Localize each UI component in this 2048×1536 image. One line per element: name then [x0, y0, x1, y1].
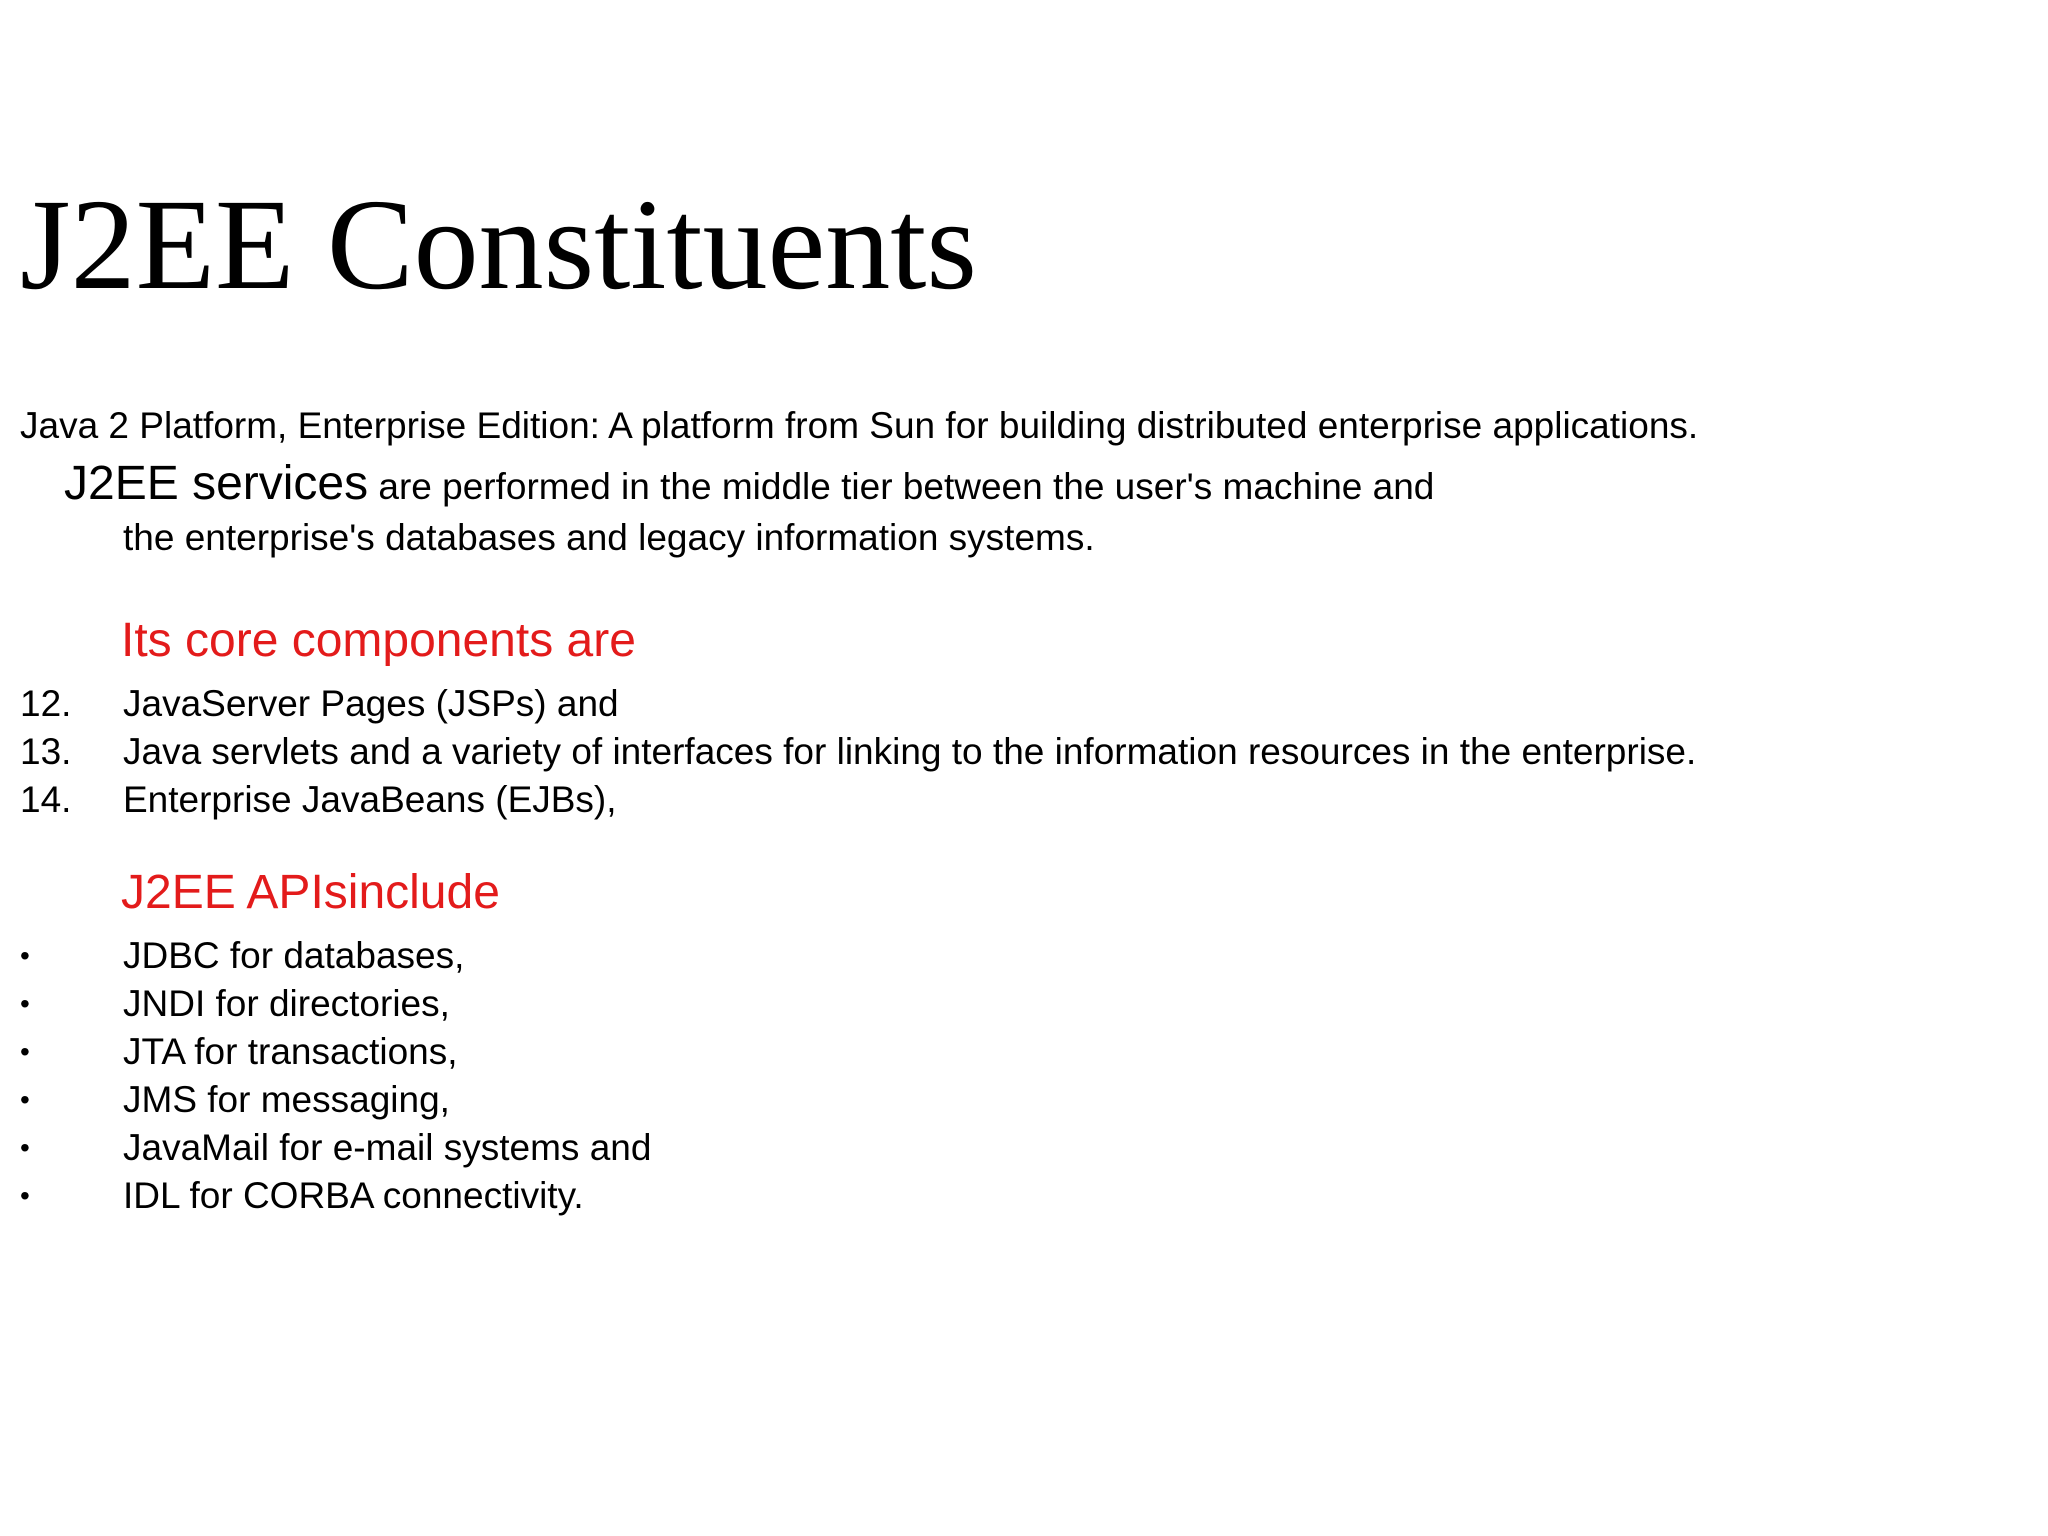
bullet-icon: • [20, 1036, 30, 1067]
list-item-text: JMS for messaging, [123, 1079, 450, 1120]
list-item [0, 728, 2000, 776]
list-item-text: IDL for CORBA connectivity. [123, 1175, 584, 1216]
services-line [64, 457, 1435, 510]
bullet-icon: • [20, 1084, 30, 1115]
bullet-icon: • [20, 988, 30, 1019]
services-continuation: the enterprise's databases and legacy information systems. [123, 517, 1095, 558]
list-item-text: Enterprise JavaBeans (EJBs), [123, 779, 617, 820]
list-item [0, 680, 2000, 728]
list-item-text: JTA for transactions, [123, 1031, 458, 1072]
bullet-icon: • [20, 940, 30, 971]
list-item-text: JavaServer Pages (JSPs) and [123, 683, 619, 724]
list-item [0, 932, 2000, 980]
list-item [0, 1124, 2000, 1172]
services-lead: J2EE services [64, 457, 369, 510]
services-rest: are performed in the middle tier between the user's machine and [368, 466, 1435, 507]
intro-text: Java 2 Platform, Enterprise Edition: A platform from Sun for building distributed enterprise applications. [20, 405, 1699, 446]
bullet-icon: • [20, 1132, 30, 1163]
list-item [0, 1172, 2000, 1220]
core-components-heading: Its core components are [121, 614, 636, 667]
apis-heading: J2EE APIsinclude [121, 866, 500, 919]
list-item-text: Java servlets and a variety of interfaces for linking to the information resources in the enterprise. [123, 731, 1697, 772]
list-item [0, 1076, 2000, 1124]
slide-title: J2EE Constituents [20, 173, 977, 317]
list-number: 13. [20, 731, 72, 772]
list-item-text: JavaMail for e-mail systems and [123, 1127, 652, 1168]
list-number: 12. [20, 683, 72, 724]
list-item [0, 776, 2000, 824]
list-item-text: JNDI for directories, [123, 983, 450, 1024]
list-item [0, 980, 2000, 1028]
list-item-text: JDBC for databases, [123, 935, 465, 976]
list-number: 14. [20, 779, 72, 820]
bullet-icon: • [20, 1180, 30, 1211]
list-item [0, 1028, 2000, 1076]
